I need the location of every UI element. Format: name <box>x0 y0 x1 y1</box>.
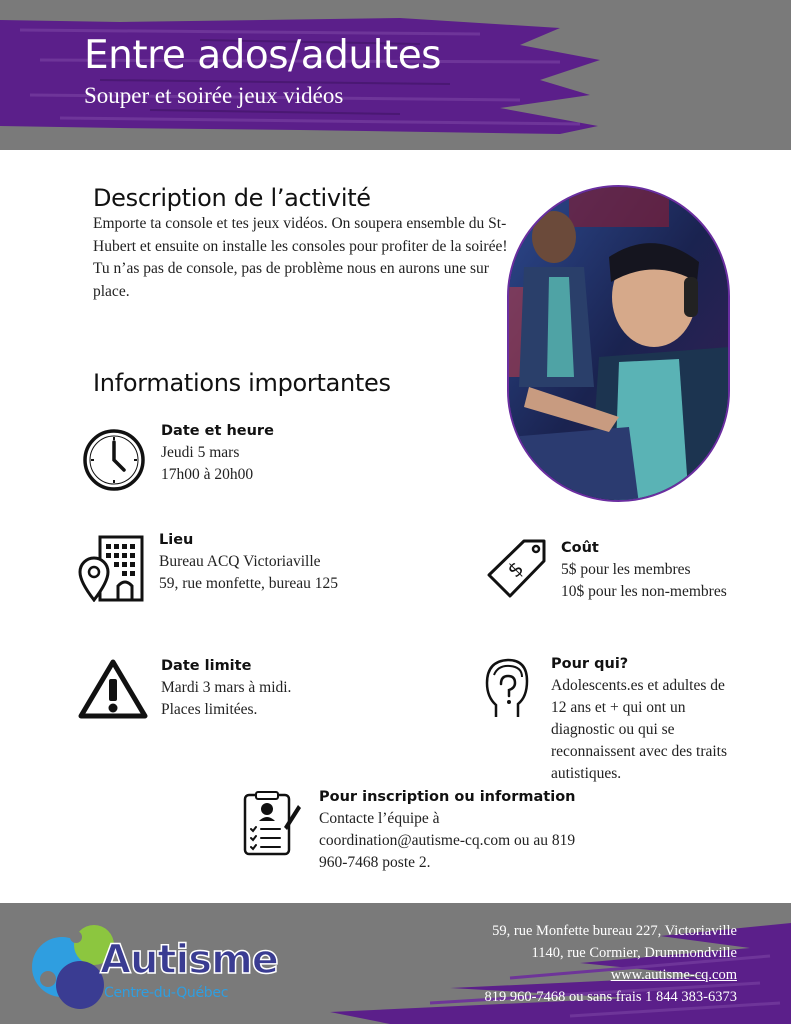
date-block <box>161 423 274 486</box>
footer <box>0 903 791 1024</box>
lieu-name: Bureau ACQ Victoriaville <box>159 553 321 570</box>
pourqui-block <box>551 656 727 785</box>
important-heading: Informations importantes <box>93 369 391 397</box>
logo-subtitle: Centre-du-Québec <box>104 985 229 1001</box>
limite-date: Mardi 3 mars à midi. <box>161 679 292 696</box>
footer-contact <box>484 920 737 1008</box>
pourqui-line-4: reconnaissent avec des traits <box>551 743 728 760</box>
cout-members: 5$ pour les membres <box>561 561 691 578</box>
footer-website-link[interactable]: www.autisme-cq.com <box>610 967 737 983</box>
footer-phone: 819 960-7468 ou sans frais 1 844 383-6373 <box>484 989 737 1005</box>
warning-icon <box>78 659 148 719</box>
limite-title: Date limite <box>161 658 252 674</box>
page-subtitle: Souper et soirée jeux vidéos <box>84 83 344 108</box>
inscription-title: Pour inscription ou information <box>319 789 576 805</box>
pourqui-line-2: 12 ans et + qui ont un <box>551 699 686 716</box>
pourqui-line-5: autistiques. <box>551 765 622 782</box>
gaming-photo <box>507 185 730 502</box>
lieu-address: 59, rue monfette, bureau 125 <box>159 575 339 592</box>
svg-text:$: $ <box>502 556 529 583</box>
inscription-line-1: Contacte l’équipe à <box>319 810 440 827</box>
pourqui-line-1: Adolescents.es et adultes de <box>551 677 725 694</box>
inscription-block <box>319 789 576 874</box>
building-location-icon <box>78 534 146 602</box>
date-day: Jeudi 5 mars <box>161 444 240 461</box>
inscription-phone: 960-7468 poste 2. <box>319 854 431 871</box>
cout-non-members: 10$ pour les non-membres <box>561 583 727 600</box>
clock-icon <box>82 428 146 492</box>
pourqui-line-3: diagnostic ou qui se <box>551 721 675 738</box>
autisme-cq-logo <box>32 917 278 1011</box>
inscription-email: coordination@autisme-cq.com ou au 819 <box>319 832 576 849</box>
logo-wordmark: Autisme <box>100 937 278 983</box>
footer-address-drummondville: 1140, rue Cormier, Drummondville <box>531 945 737 961</box>
pourqui-title: Pour qui? <box>551 656 629 672</box>
limite-block <box>161 658 291 721</box>
cout-block <box>561 540 727 603</box>
lieu-block <box>159 532 338 595</box>
cout-title: Coût <box>561 540 599 556</box>
description-heading: Description de l’activité <box>93 184 371 212</box>
date-time: 17h00 à 20h00 <box>161 466 254 483</box>
limite-places: Places limitées. <box>161 701 258 718</box>
lieu-title: Lieu <box>159 532 194 548</box>
header-banner <box>0 0 791 150</box>
page-title: Entre ados/adultes <box>84 33 442 78</box>
date-title: Date et heure <box>161 423 274 439</box>
price-tag-icon <box>486 538 548 600</box>
description-text: Emporte ta console et tes jeux vidéos. On soupera ensemble du St-Hubert et ensuite on installe les consoles pour profiter de la soirée! Tu n’as pas de console, pas de problème nous en aurons une sur place. <box>93 215 508 300</box>
footer-address-victoriaville: 59, rue Monfette bureau 227, Victoriaville <box>492 923 737 939</box>
clipboard-form-icon <box>242 791 302 857</box>
head-question-icon <box>484 657 530 719</box>
